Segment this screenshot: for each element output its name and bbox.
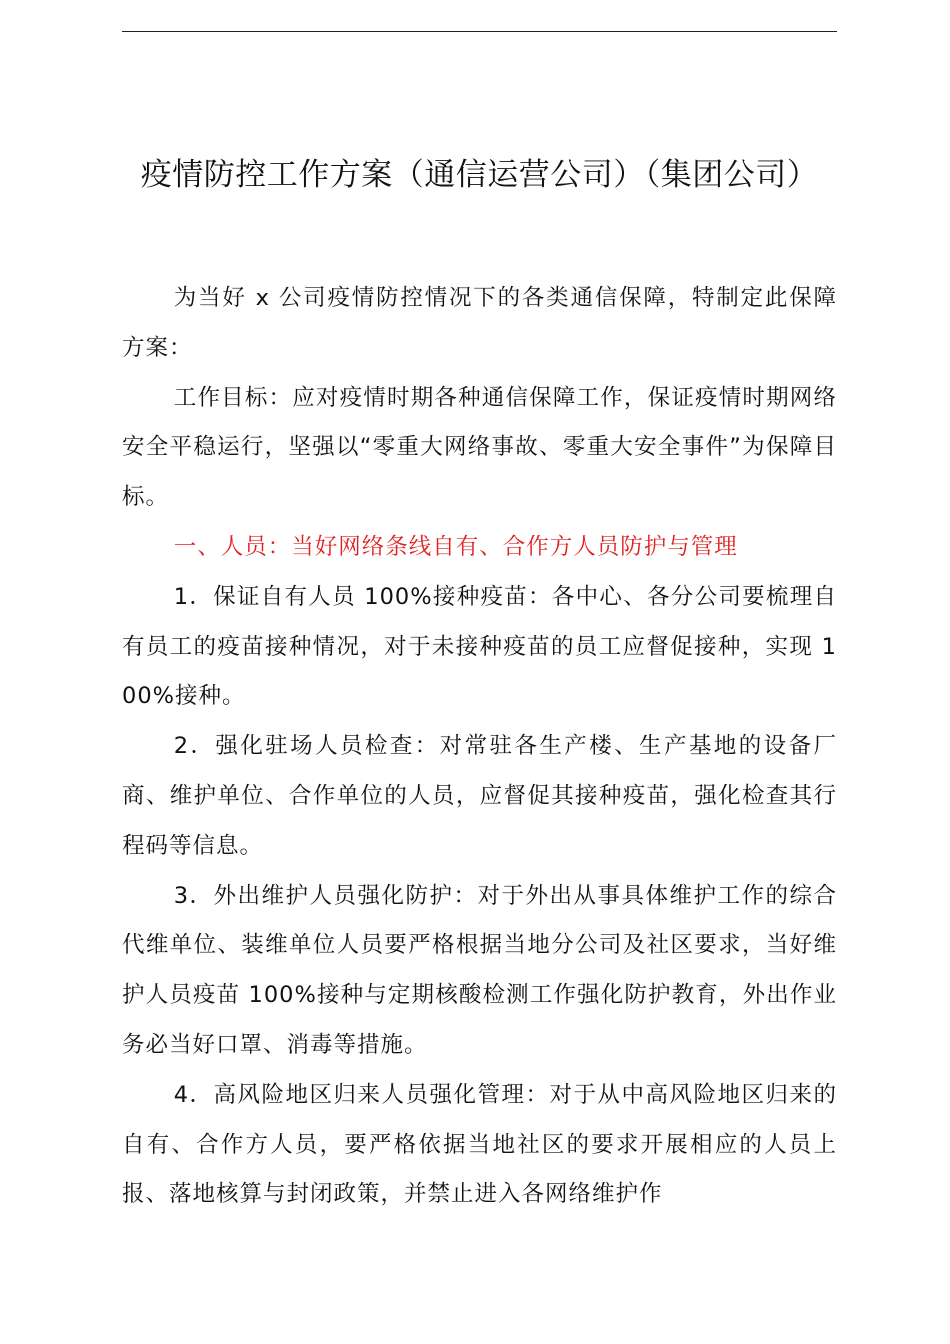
item-1-paragraph: 1．保证自有人员 100%接种疫苗：各中心、各分公司要梳理自有员工的疫苗接种情况，对于未接种疫苗的员工应督促接种，实现 100%接种。 [122,583,837,710]
goal-paragraph: 工作目标：应对疫情时期各种通信保障工作，保证疫情时期网络安全平稳运行，坚强以“零重大网络事故、零重大安全事件”为保障目标。 [122,384,837,511]
item-3-paragraph: 3．外出维护人员强化防护：对于外出从事具体维护工作的综合代维单位、装维单位人员要严格根据当地分公司及社区要求，当好维护人员疫苗 100%接种与定期核酸检测工作强化防护教育，外出作业务必当好口罩、消毒等措施。 [122,882,837,1058]
section-heading-personnel: 一、人员：当好网络条线自有、合作方人员防护与管理 [173,533,738,560]
document-body [122,274,837,1220]
item-4-paragraph: 4．高风险地区归来人员强化管理：对于从中高风险地区归来的自有、合作方人员，要严格依据当地社区的要求开展相应的人员上报、落地核算与封闭政策，并禁止进入各网络维护作 [122,1081,837,1208]
document-title: 疫情防控工作方案（通信运营公司）（集团公司） [140,157,819,193]
intro-paragraph: 为当好 x 公司疫情防控情况下的各类通信保障，特制定此保障方案： [122,285,837,361]
item-2-paragraph: 2．强化驻场人员检查：对常驻各生产楼、生产基地的设备厂商、维护单位、合作单位的人员，应督促其接种疫苗，强化检查其行程码等信息。 [122,733,837,859]
header-rule [122,31,837,32]
